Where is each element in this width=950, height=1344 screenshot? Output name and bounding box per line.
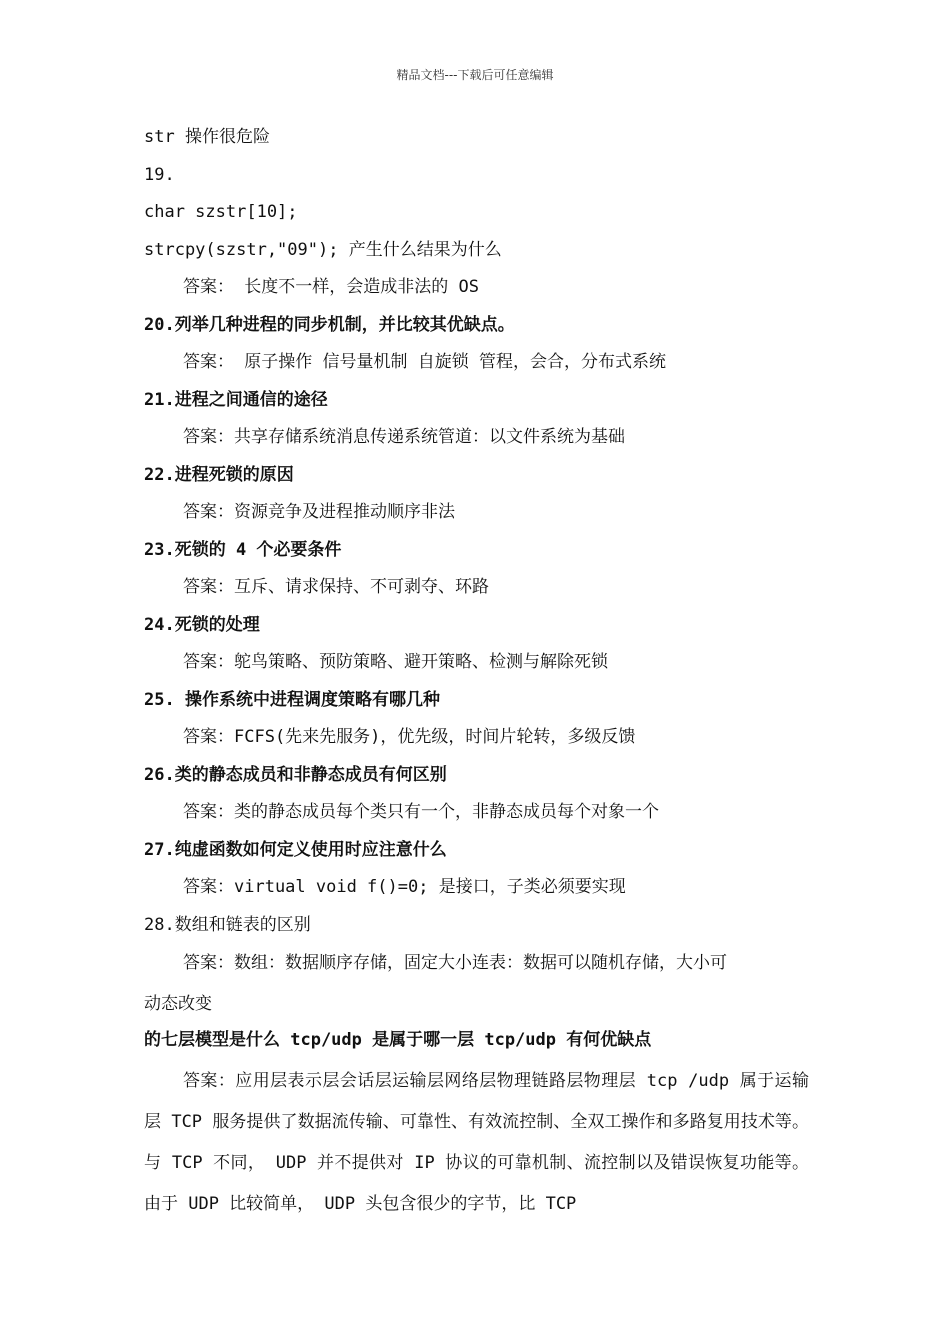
question-heading: 20.列举几种进程的同步机制，并比较其优缺点。: [144, 314, 515, 335]
question-heading: 的七层模型是什么 tcp/udp 是属于哪一层 tcp/udp 有何优缺点: [144, 1030, 652, 1050]
answer-line: 答案：类的静态成员每个类只有一个，非静态成员每个对象一个: [183, 802, 659, 822]
question-heading: 28.数组和链表的区别: [144, 914, 311, 935]
answer-line: 答案：鸵鸟策略、预防策略、避开策略、检测与解除死锁: [183, 652, 608, 672]
text-line: 19.: [144, 164, 175, 185]
answer-line: 答案：资源竞争及进程推动顺序非法: [183, 502, 455, 522]
document-body: [144, 122, 809, 1225]
question-heading: 23.死锁的 4 个必要条件: [144, 539, 342, 560]
answer-line: 答案：互斥、请求保持、不可剥夺、环路: [183, 577, 489, 597]
text-line: str 操作很危险: [144, 127, 270, 147]
question-heading: 27.纯虚函数如何定义使用时应注意什么: [144, 839, 447, 860]
answer-line: 动态改变: [144, 994, 212, 1014]
text-line: char szstr[10];: [144, 202, 298, 222]
answer-line: 答案： 长度不一样，会造成非法的 OS: [183, 277, 479, 297]
question-heading: 21.进程之间通信的途径: [144, 389, 328, 410]
answer-line: 答案：共享存储系统消息传递系统管道：以文件系统为基础: [183, 427, 625, 447]
answer-line: 答案：virtual void f()=0; 是接口，子类必须要实现: [183, 877, 626, 897]
answer-paragraph: [144, 943, 809, 1025]
text-line: strcpy(szstr,"09"); 产生什么结果为什么: [144, 239, 502, 260]
question-heading: 25. 操作系统中进程调度策略有哪几种: [144, 689, 440, 710]
answer-line: 答案：FCFS(先来先服务)，优先级，时间片轮转，多级反馈: [183, 727, 636, 747]
question-heading: 24.死锁的处理: [144, 614, 260, 635]
question-heading: 22.进程死锁的原因: [144, 464, 294, 485]
answer-line: 答案：数组：数据顺序存储，固定大小连表：数据可以随机存储，大小可: [183, 953, 727, 973]
page-header: 精品文档---下载后可任意编辑: [396, 68, 554, 82]
answer-paragraph: 答案：应用层表示层会话层运输层网络层物理链路层物理层 tcp /udp 属于运输层 TCP 服务提供了数据流传输、可靠性、有效流控制、全双工操作和多路复用技术等。与 TCP 不同， UDP 并不提供对 IP 协议的可靠机制、流控制以及错误恢复功能等。由于 UDP 比较简单， UDP 头包含很少的字节，比 TCP: [144, 1070, 809, 1214]
answer-line: 答案： 原子操作 信号量机制 自旋锁 管程，会合，分布式系统: [183, 352, 666, 372]
question-heading: 26.类的静态成员和非静态成员有何区别: [144, 764, 447, 785]
